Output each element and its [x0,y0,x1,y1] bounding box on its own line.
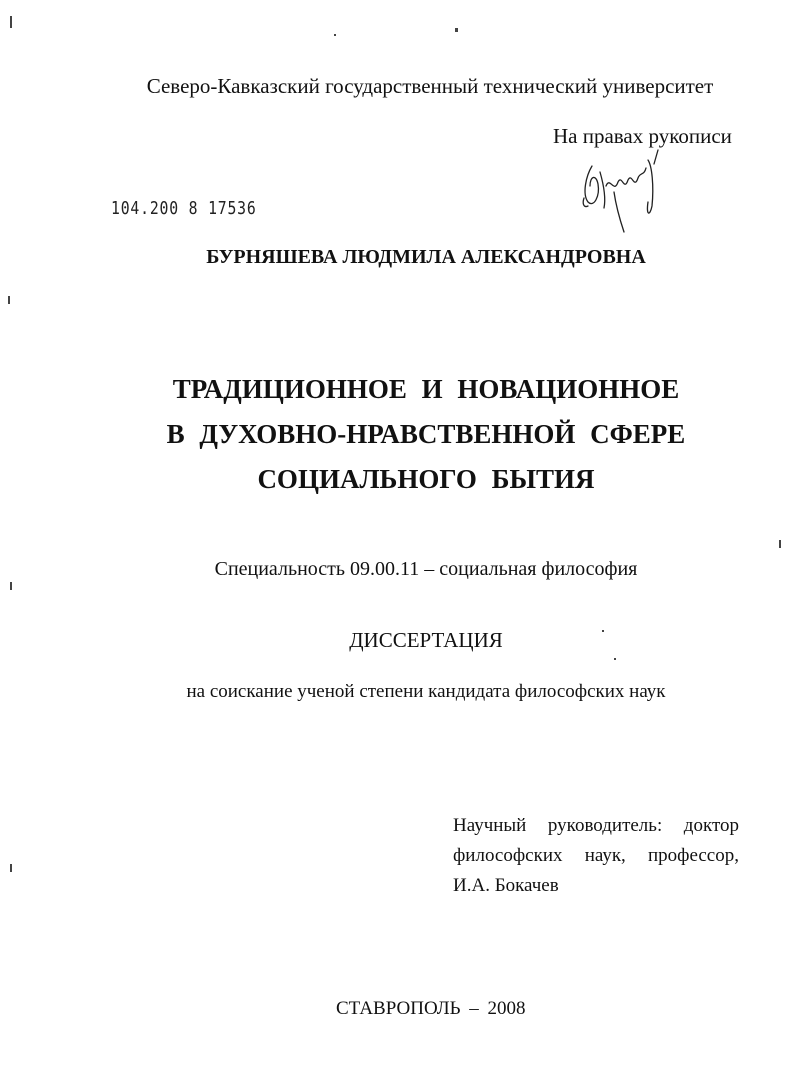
scan-speck [455,28,458,32]
city-year: СТАВРОПОЛЬ – 2008 [336,998,526,1019]
scan-speck [10,582,12,590]
supervisor-word: профессор, [647,845,739,866]
scan-speck [614,658,616,660]
supervisor-word: философских [453,845,563,866]
signature-icon [570,146,670,236]
supervisor-word: наук, [584,845,626,866]
supervisor-word: руководитель: [547,815,663,836]
scan-speck [602,630,604,632]
supervisor-word: Научный [453,815,527,836]
supervisor-line-1 [453,811,739,841]
supervisor-name: И.А. Бокачев [453,875,559,896]
dissertation-title-line-2: В ДУХОВНО-НРАВСТВЕННОЙ СФЕРЕ [166,419,686,449]
author-name: БУРНЯШЕВА ЛЮДМИЛА АЛЕКСАНДРОВНА [206,246,646,268]
scan-speck [334,34,336,36]
supervisor-word: доктор [683,815,739,836]
scan-speck [8,296,10,304]
degree-statement: на соискание ученой степени кандидата философских наук [186,681,666,702]
scan-speck [10,864,12,872]
university-name: Северо-Кавказский государственный технический университет [146,74,714,98]
supervisor-line-2 [453,841,739,871]
supervisor-block [453,811,739,901]
dissertation-title-line-3: СОЦИАЛЬНОГО БЫТИЯ [257,464,595,494]
specialty: Специальность 09.00.11 – социальная философия [214,558,638,580]
rights-notice: На правах рукописи [553,124,732,148]
dissertation-title-line-1: ТРАДИЦИОННОЕ И НОВАЦИОННОЕ [172,374,680,404]
scan-speck [10,16,12,28]
scan-speck [779,540,781,548]
document-type: ДИССЕРТАЦИЯ [349,628,503,652]
archive-code: 104.200 8 17536 [111,198,257,219]
